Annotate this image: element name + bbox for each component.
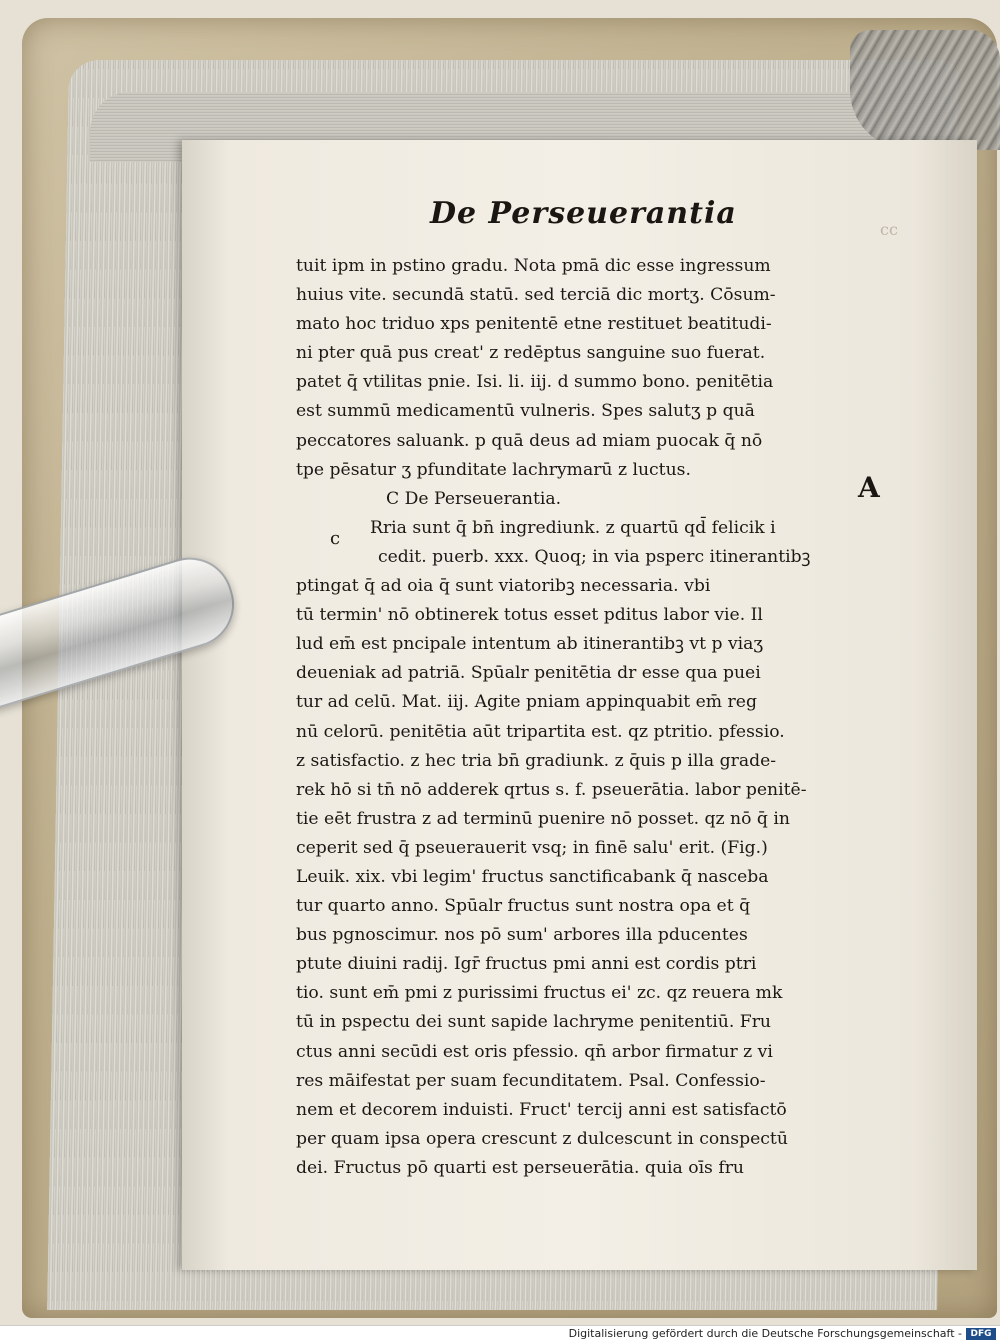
text-line: ptute diuini radij. Igr̄ fructus pmi anni est cordis ptri [296, 954, 757, 975]
text-line: ctus anni secūdi est oris pfessio. qn̄ arbor firmatur z vi [296, 1041, 773, 1062]
text-line: nem et decorem induisti. Fruct' tercij anni est satisfactō [296, 1099, 787, 1120]
section-heading: C De Perseuerantia. [386, 488, 562, 509]
text-line: rek hō si tn̄ nō adderek qrtus s. f. pseuerātia. labor penitē- [296, 779, 807, 800]
text-line: tū in pspectu dei sunt sapide lachryme penitentiū. Fru [296, 1012, 771, 1033]
text-line: tie eēt frustra z ad terminū puenire nō posset. qz nō q̄ in [296, 808, 790, 829]
guide-letter: A [858, 471, 880, 504]
text-line: tuit ipm in pstino gradu. Nota pmā dic esse ingressum [296, 256, 771, 276]
margin-letter: c [330, 528, 341, 549]
text-line: patet q̄ vtilitas pnie. Isi. li. iij. d summo bono. penitētia [296, 372, 774, 393]
text-line: mato hoc triduo xps penitentē etne restituet beatitudi- [296, 314, 772, 335]
text-line: tur quarto anno. Spūalr fructus sunt nostra opa et q̄ [296, 896, 751, 917]
text-line: tū termin' nō obtinerek totus esset pditus labor vie. Il [296, 605, 763, 626]
text-line: deueniak ad patriā. Spūalr penitētia dr esse qua puei [296, 663, 761, 684]
text-line: dei. Fructus pō quarti est perseuerātia. quia oīs fru [296, 1157, 744, 1178]
text-line: ptingat q̄ ad oia q̄ sunt viatoribꝫ necessaria. vbi [296, 576, 711, 597]
text-line: tur ad celū. Mat. iij. Agite pniam appinquabit em̄ reg [296, 692, 757, 713]
text-line: Leuik. xix. vbi legim' fructus sanctificabank q̄ nasceba [296, 866, 769, 887]
text-line: ceperit sed q̄ pseuerauerit vsq; in finē salu' erit. (Fig.) [296, 837, 768, 858]
text-line: nū celorū. penitētia aūt tripartita est. qz ptritio. pfessio. [296, 721, 785, 742]
folio-number: cc [880, 220, 898, 239]
text-line: tio. sunt em̄ pmi z purissimi fructus ei' zc. qz reuera mk [296, 983, 783, 1004]
text-line: peccatores saluank. p quā deus ad miam puocak q̄ nō [296, 430, 763, 451]
text-line: z satisfactio. z hec tria bn̄ gradiunk. z q̄uis p illa grade- [296, 750, 777, 771]
text-line: huius vite. secundā statū. sed terciā dic mortʒ. Cōsum- [296, 285, 776, 306]
text-line: per quam ipsa opera crescunt z dulcescunt in conspectū [296, 1128, 788, 1149]
text-line: bus pgnoscimur. nos pō sum' arbores illa pducentes [296, 925, 748, 946]
text-line: Rria sunt q̄ bn̄ ingrediunk. z quartū qd̄ felicik i [370, 517, 776, 538]
text-line: lud em̄ est pncipale intentum ab itinerantibꝫ vt p viaʒ [296, 634, 764, 655]
text-line: cedit. puerb. xxx. Quoq; in via psperc itinerantibꝫ [378, 546, 811, 567]
footer-bar [0, 1325, 1000, 1343]
text-line: tpe pēsatur ʒ pfunditate lachrymarū z luctus. [296, 459, 691, 480]
text-line: ni pter quā pus creat' z redēptus sanguine suo fuerat. [296, 343, 766, 364]
page-text [296, 252, 896, 1183]
text-line: res māifestat per suam fecunditatem. Psal. Confessio- [296, 1070, 766, 1091]
running-header: De Perseuerantia [430, 196, 737, 231]
dfg-logo: DFG [966, 1328, 996, 1340]
book-spine [850, 30, 1000, 150]
text-line: est summū medicamentū vulneris. Spes salutʒ p quā [296, 401, 755, 422]
funding-credit: Digitalisierung gefördert durch die Deutsche Forschungsgemeinschaft - [568, 1327, 962, 1340]
